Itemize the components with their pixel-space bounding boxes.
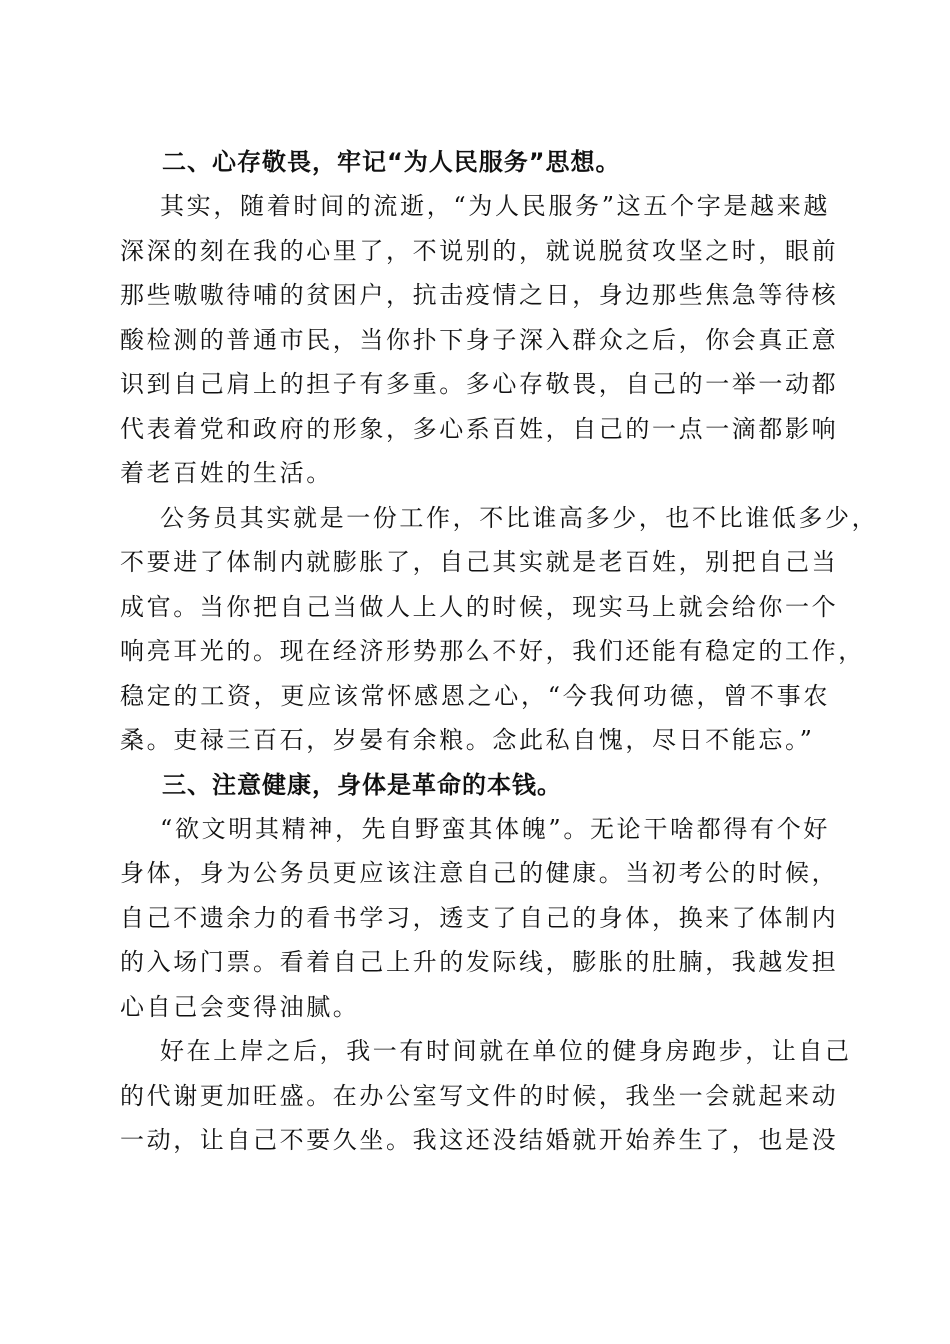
text-line: 那些嗷嗷待哺的贫困户，抗击疫情之日，身边那些焦急等待核 bbox=[120, 281, 839, 309]
text-line: 成官。当你把自己当做人上人的时候，现实马上就会给你一个 bbox=[120, 592, 839, 621]
text-line: 心自己会变得油腻。 bbox=[120, 992, 360, 1021]
section-heading-2: 二、心存敬畏，牢记“为人民服务”思想。 bbox=[162, 148, 621, 176]
text-line: 桑。吏禄三百石，岁晏有余粮。念此私自愧，尽日不能忘。” bbox=[120, 726, 815, 754]
text-line: 一动，让自己不要久坐。我这还没结婚就开始养生了，也是没 bbox=[120, 1126, 839, 1154]
text-line: 的代谢更加旺盛。在办公室写文件的时候，我坐一会就起来动 bbox=[120, 1081, 839, 1110]
paragraph bbox=[120, 496, 879, 763]
text-line: 代表着党和政府的形象，多心系百姓，自己的一点一滴都影响 bbox=[120, 414, 839, 443]
text-line: 其实，随着时间的流逝，“为人民服务”这五个字是越来越 bbox=[160, 192, 830, 220]
paragraph bbox=[120, 807, 839, 1030]
text-line: 的入场门票。看着自己上升的发际线，膨胀的肚腩，我越发担 bbox=[120, 948, 839, 976]
text-line: 酸检测的普通市民，当你扑下身子深入群众之后，你会真正意 bbox=[120, 325, 839, 354]
paragraph bbox=[120, 184, 839, 496]
text-line: 公务员其实就是一份工作，不比谁高多少，也不比谁低多少， bbox=[160, 503, 879, 532]
text-line: 识到自己肩上的担子有多重。多心存敬畏，自己的一举一动都 bbox=[120, 370, 839, 398]
text-line: 稳定的工资，更应该常怀感恩之心，“今我何功德，曾不事农 bbox=[120, 681, 830, 710]
text-line: 响亮耳光的。现在经济形势那么不好，我们还能有稳定的工作， bbox=[120, 637, 865, 665]
text-line: 着老百姓的生活。 bbox=[120, 459, 333, 487]
section-heading-3: 三、注意健康，身体是革命的本钱。 bbox=[162, 770, 562, 799]
text-line: 不要进了体制内就膨胀了，自己其实就是老百姓，别把自己当 bbox=[120, 548, 839, 576]
text-line: “欲文明其精神，先自野蛮其体魄”。无论干啥都得有个好 bbox=[160, 814, 830, 843]
text-line: 好在上岸之后，我一有时间就在单位的健身房跑步，让自己 bbox=[160, 1037, 852, 1065]
paragraph bbox=[120, 1029, 852, 1163]
text-line: 自己不遗余力的看书学习，透支了自己的身体，换来了体制内 bbox=[120, 903, 839, 932]
document-page bbox=[120, 140, 879, 1163]
text-line: 深深的刻在我的心里了，不说别的，就说脱贫攻坚之时，眼前 bbox=[120, 236, 839, 265]
text-line: 身体，身为公务员更应该注意自己的健康。当初考公的时候， bbox=[120, 859, 839, 887]
